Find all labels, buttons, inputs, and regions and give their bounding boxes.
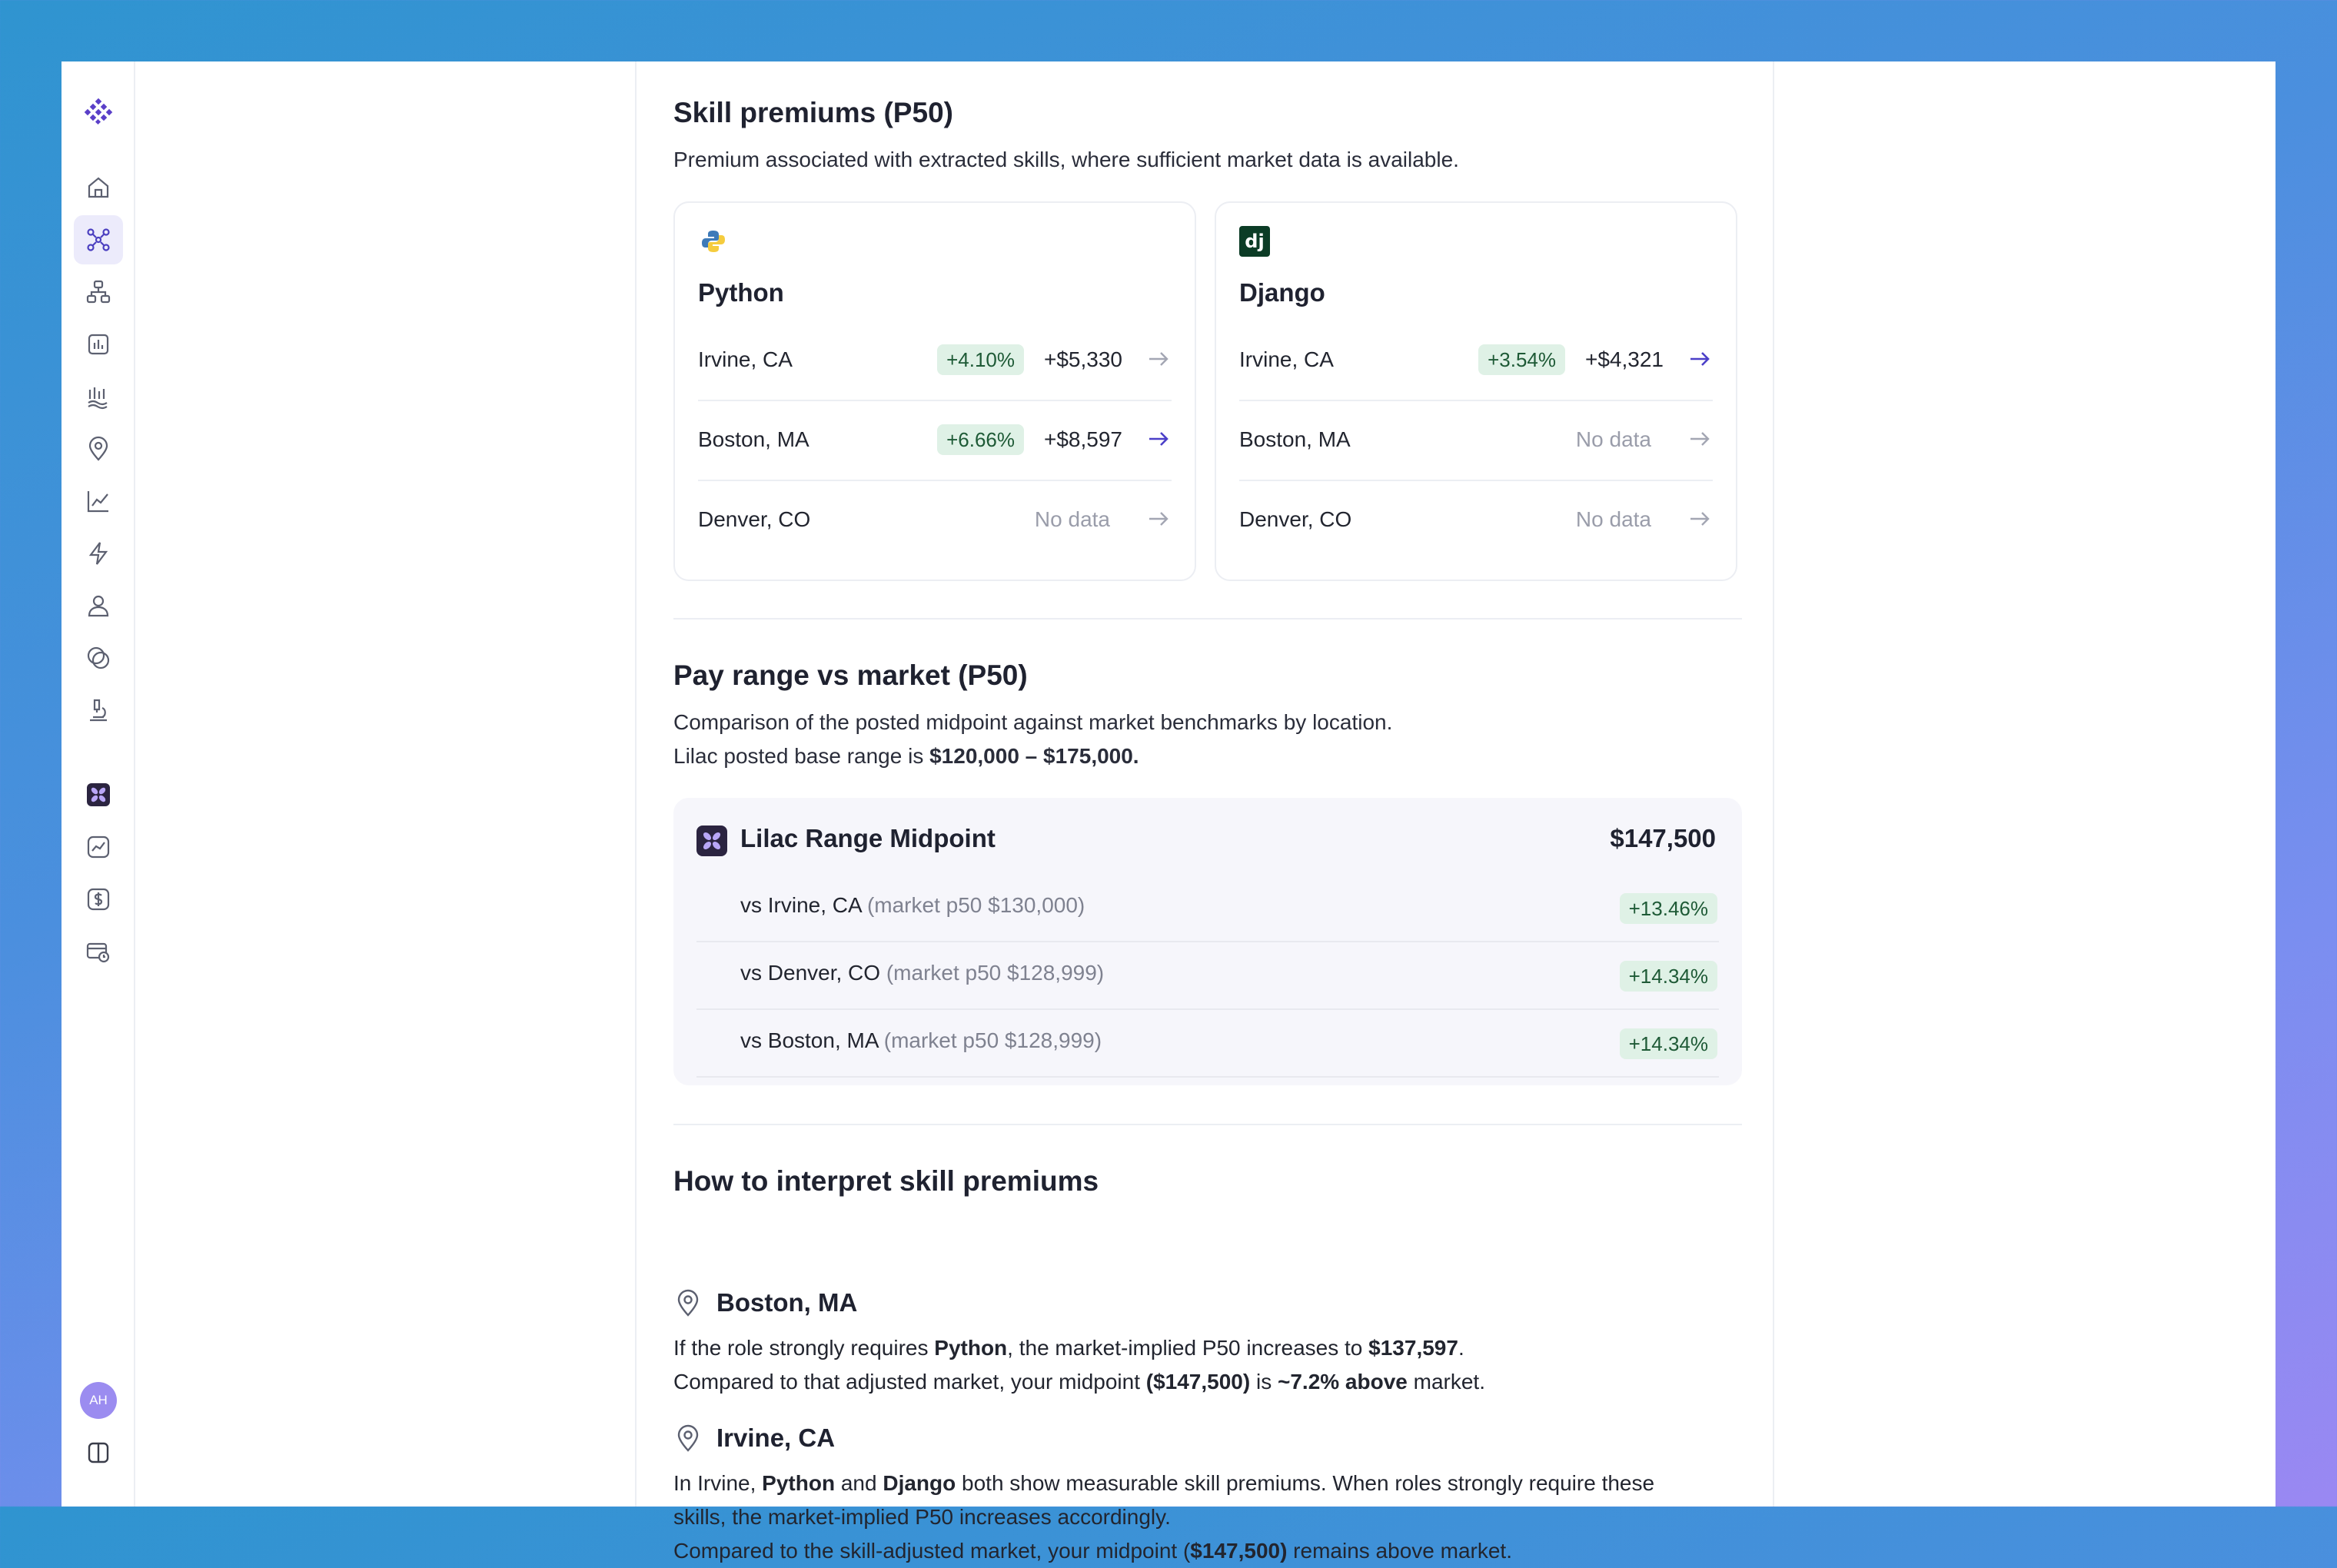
skill-premiums-title: Skill premiums (P50) [673, 97, 953, 128]
location-label: Irvine, CA [1239, 347, 1334, 371]
analytics-icon[interactable] [74, 822, 123, 872]
payroll-settings-icon[interactable] [74, 927, 123, 976]
org-chart-icon[interactable] [74, 267, 123, 317]
overlap-circles-icon[interactable] [74, 633, 123, 683]
comparison-location: vs Irvine, CA [740, 893, 862, 917]
premium-row[interactable] [1239, 320, 1713, 401]
premium-row[interactable] [1239, 480, 1713, 560]
python-logo-icon [698, 226, 729, 257]
trend-chart-icon[interactable] [74, 477, 123, 526]
skill-name: Django [1239, 278, 1325, 307]
lightning-icon[interactable] [74, 529, 123, 578]
premium-amount: +$8,597 [1044, 427, 1122, 451]
location-pin-icon [673, 1423, 703, 1453]
sidebar [62, 61, 135, 1507]
comparison-market: (market p50 $128,999) [886, 961, 1105, 985]
sidebar-toggle-icon[interactable] [74, 1428, 123, 1477]
skill-name: Python [698, 278, 784, 307]
comparison-market: (market p50 $128,999) [883, 1028, 1102, 1052]
main-content [635, 61, 1774, 1563]
skill-premiums-subtitle: Premium associated with extracted skills, where sufficient market data is available. [673, 148, 1459, 171]
premium-row[interactable] [1239, 400, 1713, 481]
posted-range-text: Lilac posted base range is $120,000 – $175,000. [673, 744, 1139, 768]
logo-icon[interactable] [74, 86, 123, 135]
premium-row[interactable] [698, 320, 1172, 401]
pay-range-subtitle: Comparison of the posted midpoint against market benchmarks by location. [673, 710, 1393, 734]
arrow-right-icon[interactable] [1687, 346, 1713, 372]
location-label: Denver, CO [698, 507, 811, 531]
comparison-location: vs Denver, CO [740, 961, 881, 985]
midpoint-label: Lilac Range Midpoint [740, 824, 996, 852]
microscope-icon[interactable] [74, 686, 123, 735]
interpret-boston-text: If the role strongly requires Python, the market-implied P50 increases to $137,597. Compared to that adjusted market, your midpoint ($147,500) is ~7.2% above market. [673, 1336, 1485, 1394]
location-pin-icon [673, 1288, 703, 1317]
interpret-irvine-heading: Irvine, CA [673, 1423, 835, 1453]
location-label: Boston, MA [698, 427, 809, 451]
interpret-boston-heading: Boston, MA [673, 1288, 857, 1317]
interpret-title: How to interpret skill premiums [673, 1165, 1099, 1197]
comparison-market: (market p50 $130,000) [866, 893, 1085, 917]
section-divider [673, 1124, 1742, 1125]
delta-badge: +14.34% [1620, 961, 1717, 992]
premium-amount: +$5,330 [1044, 347, 1122, 371]
pay-range-title: Pay range vs market (P50) [673, 659, 1028, 691]
location-label: Boston, MA [1239, 427, 1351, 451]
location-label: Denver, CO [1239, 507, 1352, 531]
dollar-icon[interactable] [74, 875, 123, 924]
range-midpoint-panel [673, 798, 1742, 1085]
home-icon[interactable] [74, 163, 123, 212]
app-window [62, 61, 2276, 1563]
location-label: Irvine, CA [698, 347, 793, 371]
delta-badge: +13.46% [1620, 893, 1717, 924]
no-data-label: No data [1575, 507, 1651, 531]
arrow-right-icon[interactable] [1145, 506, 1172, 532]
no-data-label: No data [1034, 507, 1110, 531]
market-comparison-row [696, 941, 1719, 1010]
premium-amount: +$4,321 [1585, 347, 1664, 371]
comparison-location: vs Boston, MA [740, 1028, 878, 1052]
premium-pct-badge: +3.54% [1478, 344, 1565, 375]
skill-card-django [1215, 201, 1737, 581]
arrow-right-icon[interactable] [1687, 426, 1713, 452]
market-comparison-row [696, 1008, 1719, 1078]
no-data-label: No data [1575, 427, 1651, 451]
premium-pct-badge: +6.66% [937, 424, 1024, 455]
wave-chart-icon[interactable] [74, 372, 123, 421]
interpret-irvine-text: In Irvine, Python and Django both show measurable skill premiums. When roles strongly require these skills, the market-implied P50 increases accordingly. Compared to the skill-adjusted market, your midpoint ($147,500) remains above market. [673, 1471, 1655, 1563]
django-logo-icon: dj [1239, 226, 1270, 257]
section-divider [673, 618, 1742, 620]
skill-card-python [673, 201, 1196, 581]
lilac-app-icon[interactable] [74, 770, 123, 819]
location-pin-icon[interactable] [74, 424, 123, 473]
midpoint-value: $147,500 [1610, 824, 1716, 852]
lilac-logo-icon [696, 826, 727, 856]
person-icon[interactable] [74, 581, 123, 630]
avatar[interactable]: AH [80, 1382, 117, 1419]
premium-row[interactable] [698, 400, 1172, 481]
premium-pct-badge: +4.10% [937, 344, 1024, 375]
premium-row[interactable] [698, 480, 1172, 560]
arrow-right-icon[interactable] [1687, 506, 1713, 532]
market-comparison-row [696, 873, 1719, 942]
bar-chart-icon[interactable] [74, 320, 123, 369]
arrow-right-icon[interactable] [1145, 346, 1172, 372]
delta-badge: +14.34% [1620, 1028, 1717, 1059]
arrow-right-icon[interactable] [1145, 426, 1172, 452]
posted-range-value: $120,000 – $175,000. [929, 744, 1139, 768]
network-icon[interactable] [74, 215, 123, 264]
